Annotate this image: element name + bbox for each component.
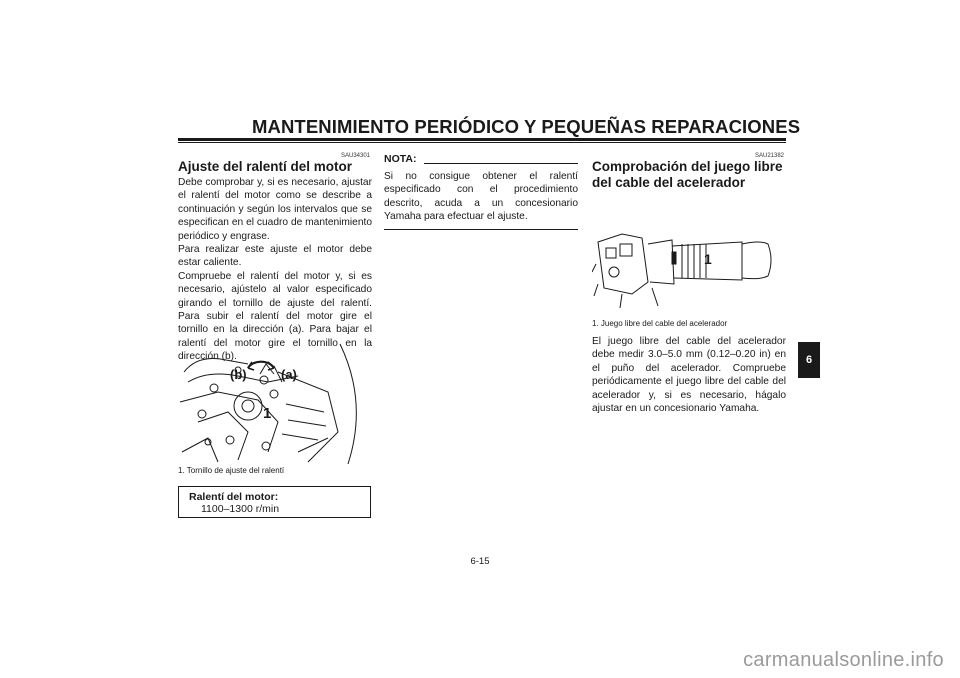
nota-text: Si no consigue obtener el ralentí especificado con el procedimiento descrito, acuda a un concesionario Yamaha para efectuar el ajuste. [384,171,578,223]
idle-spec-box [178,486,371,518]
title-rule-thin [178,142,786,143]
page-number: 6-15 [470,556,490,567]
throttle-label-1: 1 [704,251,712,267]
nota-rule [424,163,578,164]
label-a: (a) [281,367,297,382]
nota-title: NOTA: [384,153,417,165]
idle-spec-value: 1100–1300 r/min [201,503,280,515]
idle-screw-illustration [178,342,374,464]
section-code-right: SAU21382 [755,153,785,159]
idle-figure-caption: 1. Tornillo de ajuste del ralentí [178,466,285,475]
idle-spec-label: Ralentí del motor: [189,491,279,503]
title-rule [178,138,786,141]
throttle-grip-illustration [592,222,788,308]
idle-paragraph-1: Debe comprobar y, si es necesario, ajustar el ralentí del motor como se describe a continuación y según los intervalos que se especifican en el cuadro de mantenimiento periódico y engrase. [178,177,372,242]
idle-body-text [178,176,372,364]
label-1: 1 [263,405,272,422]
chapter-tab: 6 [798,342,820,378]
idle-paragraph-3: Compruebe el ralentí del motor y, si es necesario, ajústelo al valor especificado girando el tornillo de ajuste del ralentí. Para subir el ralentí del motor gire el tornillo en la dirección (a). Para bajar el ralentí del motor gire el tornillo en la dirección (b). [178,270,372,363]
idle-paragraph-2: Para realizar este ajuste el motor debe estar caliente. [178,244,372,269]
section-heading-idle: Ajuste del ralentí del motor [178,159,353,174]
section-heading-throttle: Comprobación del juego libre del cable del acelerador [592,159,783,190]
nota-end-rule [384,229,578,230]
throttle-figure-caption: 1. Juego libre del cable del acelerador [592,319,728,328]
watermark: carmanualsonline.info [743,649,944,671]
page-title: MANTENIMIENTO PERIÓDICO Y PEQUEÑAS REPARACIONES [252,116,801,137]
throttle-body-text: El juego libre del cable del acelerador debe medir 3.0–5.0 mm (0.12–0.20 in) en el puño del acelerador. Compruebe periódicamente el juego libre del cable del acelerador y, si es necesario, hágalo ajustar en un concesionario Yamaha. [592,336,786,415]
section-code-left: SAU34301 [341,153,371,159]
label-b: (b) [230,367,247,382]
